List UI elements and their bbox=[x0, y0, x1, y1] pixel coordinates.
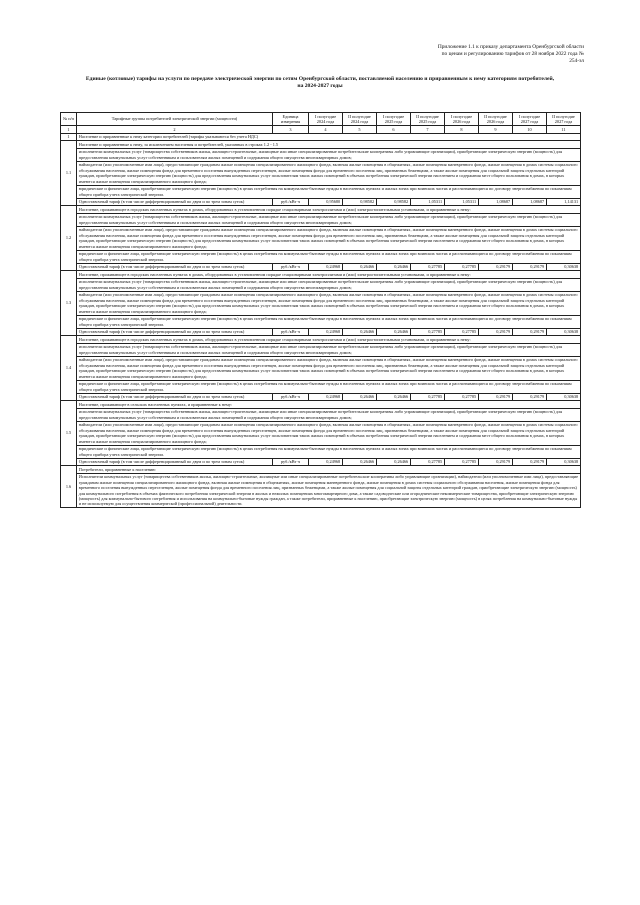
table-row bbox=[61, 141, 581, 149]
rate-value: 0,24968 bbox=[309, 458, 343, 466]
rate-value: 0,98582 bbox=[377, 198, 411, 206]
rate-value: 0,27785 bbox=[411, 458, 445, 466]
header-cell: Тарифные группы потребителей электрической энергии (мощности) bbox=[77, 113, 273, 126]
rate-value: 0,30638 bbox=[547, 458, 581, 466]
row-number: 1.6 bbox=[61, 466, 77, 508]
section-heading: Население, проживающее в сельских населенных пунктах, и приравненные к нему: bbox=[77, 401, 581, 409]
column-number-row bbox=[61, 126, 581, 134]
consumer-description: исполнители коммунальных услуг (товарищества собственников жилья, жилищно-строительные, жилищные или иные специализированные потребительские кооперативы либо управляющие организации), приобретающие электрическую энергию (мощность) для предоставления коммунальных услуг собственникам и пользователям жилых помещений и содержания общего имущества многоквартирных домов; bbox=[77, 408, 581, 421]
consumer-description: наймодатели (или уполномоченные ими лица), предоставляющие гражданам жилые помещения специализированного жилищного фонда, включая жилые помещения в общежитиях, жилые помещения маневренного фонда, жилые помещения в домах системы социального обслуживания населения, жилые помещения фонда для временного поселения вынужденных переселенцев, жилые помещения фонда для временного поселения лиц, признанных беженцами, а также жилые помещения для социальной защиты отдельных категорий граждан, приобретающие электрическую энергию (мощность) для предоставления коммунальных услуг пользователям таких жилых помещений в объемах потребления электрической энергии населением и содержания мест общего пользования в домах, в которых имеются жилые помещения специализированного жилищного фонда; bbox=[77, 421, 581, 445]
section-heading: Население, проживающее в городских населенных пунктах в домах, оборудованных в установленном порядке стационарными электроплитами и (или) электроотопительными установками, и приравненные к нему: bbox=[77, 336, 581, 344]
rate-value: 1,14131 bbox=[547, 198, 581, 206]
row-number: 1.3 bbox=[61, 271, 77, 336]
column-number: 5 bbox=[343, 126, 377, 134]
header-cell: II полугодие 2024 года bbox=[343, 113, 377, 126]
rate-value: 0,29179 bbox=[513, 458, 547, 466]
table-row bbox=[61, 213, 581, 226]
row-number: 1.4 bbox=[61, 336, 77, 401]
rate-value: 0,29179 bbox=[513, 263, 547, 271]
header-cell: I полугодие 2027 года bbox=[513, 113, 547, 126]
appendix-line: Приложение 1.1 к приказу департамента Оренбургской области bbox=[437, 44, 584, 50]
table-row bbox=[61, 315, 581, 328]
header-cell: I полугодие 2026 года bbox=[445, 113, 479, 126]
rate-unit: руб./кВт·ч bbox=[273, 198, 309, 206]
row-number: 1.5 bbox=[61, 401, 77, 466]
rate-value: 0,30638 bbox=[547, 393, 581, 401]
consumer-description: исполнители коммунальных услуг (товарищества собственников жилья, жилищно-строительные, жилищные или иные специализированные потребительские кооперативы либо управляющие организации), приобретающие электрическую энергию (мощность) для предоставления коммунальных услуг собственникам и пользователям жилых помещений и содержания общего имущества многоквартирных домов; bbox=[77, 213, 581, 226]
rate-value: 0,27785 bbox=[445, 393, 479, 401]
consumer-description: юридические и физические лица, приобретающие электрическую энергию (мощность) в целях потребления на коммунально-бытовые нужды в населенных пунктах и жилых зонах при воинских частях и рассчитывающиеся по договору энергоснабжения по показаниям общего прибора учета электрической энергии. bbox=[77, 250, 581, 263]
table-row bbox=[61, 291, 581, 315]
header-cell: II полугодие 2027 года bbox=[547, 113, 581, 126]
table-row bbox=[61, 148, 581, 161]
table-row bbox=[61, 445, 581, 458]
rate-label: Одноставочный тариф (в том числе дифференцированный по двум и по трем зонам суток) bbox=[77, 198, 273, 206]
section-heading: Потребители, приравненные к населению bbox=[77, 466, 581, 474]
table-row bbox=[61, 466, 581, 474]
rate-value: 1,08687 bbox=[513, 198, 547, 206]
rate-row bbox=[61, 263, 581, 271]
rate-value: 0,30638 bbox=[547, 328, 581, 336]
table-row bbox=[61, 473, 581, 508]
table-row bbox=[61, 250, 581, 263]
column-number: 6 bbox=[377, 126, 411, 134]
rate-row bbox=[61, 393, 581, 401]
rate-value: 0,27785 bbox=[445, 263, 479, 271]
rate-value: 0,27785 bbox=[411, 263, 445, 271]
header-cell: I полугодие 2025 года bbox=[377, 113, 411, 126]
rate-value: 0,24968 bbox=[309, 393, 343, 401]
rate-value: 0,26466 bbox=[343, 458, 377, 466]
tariff-table bbox=[60, 112, 581, 508]
table-row bbox=[61, 185, 581, 198]
appendix-line: по ценам и регулированию тарифов от 28 ноября 2022 года № bbox=[441, 51, 584, 58]
consumer-description: исполнители коммунальных услуг (товарищества собственников жилья, жилищно-строительные, жилищные или иные специализированные потребительские кооперативы либо управляющие организации), приобретающие электрическую энергию (мощность) для предоставления коммунальных услуг собственникам и пользователям жилых помещений и содержания общего имущества многоквартирных домов; bbox=[77, 148, 581, 161]
rate-value: 0,95680 bbox=[309, 198, 343, 206]
section-heading: Население и приравненные к нему, за исключением населения и потребителей, указанных в строках 1.2 - 1.5 bbox=[77, 141, 581, 149]
consumer-description: исполнители коммунальных услуг (товарищества собственников жилья, жилищно-строительные, жилищные или иные специализированные потребительские кооперативы либо управляющие организации), приобретающие электрическую энергию (мощность) для предоставления коммунальных услуг собственникам и пользователям жилых помещений и содержания общего имущества многоквартирных домов; bbox=[77, 278, 581, 291]
column-number: 1 bbox=[61, 126, 77, 134]
header-cell: II полугодие 2025 года bbox=[411, 113, 445, 126]
rate-row bbox=[61, 328, 581, 336]
table-row bbox=[61, 336, 581, 344]
table-row bbox=[61, 206, 581, 214]
row-number: 1.1 bbox=[61, 141, 77, 206]
appendix-note bbox=[334, 44, 584, 66]
rate-row bbox=[61, 458, 581, 466]
rate-value: 0,30638 bbox=[547, 263, 581, 271]
rate-value: 1,05311 bbox=[445, 198, 479, 206]
rate-label: Одноставочный тариф (в том числе дифференцированный по двум и по трем зонам суток) bbox=[77, 393, 273, 401]
consumer-description: юридические и физические лица, приобретающие электрическую энергию (мощность) в целях потребления на коммунально-бытовые нужды в населенных пунктах и жилых зонах при воинских частях и рассчитывающиеся по договору энергоснабжения по показаниям общего прибора учета электрической энергии. bbox=[77, 315, 581, 328]
title-line: на 2024-2027 годы bbox=[297, 83, 343, 90]
column-number: 10 bbox=[513, 126, 547, 134]
rate-value: 0,26466 bbox=[343, 328, 377, 336]
table-row bbox=[61, 133, 581, 141]
header-cell: Единица измерения bbox=[273, 113, 309, 126]
consumer-description: наймодатели (или уполномоченные ими лица), предоставляющие гражданам жилые помещения специализированного жилищного фонда, включая жилые помещения в общежитиях, жилые помещения маневренного фонда, жилые помещения в домах системы социального обслуживания населения, жилые помещения фонда для временного поселения вынужденных переселенцев, жилые помещения фонда для временного поселения лиц, признанных беженцами, а также жилые помещения для социальной защиты отдельных категорий граждан, приобретающие электрическую энергию (мощность) для предоставления коммунальных услуг пользователям таких жилых помещений в объемах потребления электрической энергии населением и содержания мест общего пользования в домах, в которых имеются жилые помещения специализированного жилищного фонда; bbox=[77, 226, 581, 250]
table-row bbox=[61, 226, 581, 250]
rate-value: 0,29179 bbox=[479, 393, 513, 401]
rate-label: Одноставочный тариф (в том числе дифференцированный по двум и по трем зонам суток) bbox=[77, 458, 273, 466]
rate-label: Одноставочный тариф (в том числе дифференцированный по двум и по трем зонам суток) bbox=[77, 263, 273, 271]
column-number: 2 bbox=[77, 126, 273, 134]
header-row bbox=[61, 113, 581, 126]
table-row bbox=[61, 408, 581, 421]
table-row bbox=[61, 401, 581, 409]
rate-value: 0,24968 bbox=[309, 263, 343, 271]
section-heading: Население, проживающее в городских населенных пунктах в домах, оборудованных в установленном порядке стационарными электроплитами и (или) электроотопительными установками, и приравненные к нему: bbox=[77, 271, 581, 279]
consumer-description: Исполнители коммунальных услуг (товарищества собственников жилья, жилищно-строительные, жилищные или иные специализированные потребительские кооперативы либо управляющие организации), наймодатели (или уполномоченные ими лица), предоставляющие гражданам жилые помещения специализированного жилищного фонда, включая жилые помещения в общежитиях, жилые помещения маневренного фонда, жилые помещения в домах системы социального обслуживания населения, жилые помещения фонда для временного поселения вынужденных переселенцев, жилые помещения фонда для временного поселения лиц, признанных беженцами, а также жилые помещения для социальной защиты отдельных категорий граждан, приобретающие электрическую энергию (мощность) для коммунального потребления в объемах фактического потребления электрической энергии в жилых и нежилых помещениях многоквартирного дома, а также садоводческие или огороднические некоммерческие товарищества, приобретающие электрическую энергию (мощность) для коммунально-бытового потребления и использования на коммунально-бытовые нужды граждан, а также потребители, приравненные к населению, приобретающие электрическую энергию (мощность) в целях потребления на коммунально-бытовые нужды и не используемую для осуществления коммерческой (профессиональной) деятельности. bbox=[77, 473, 581, 508]
rate-value: 0,29179 bbox=[513, 393, 547, 401]
rate-row bbox=[61, 198, 581, 206]
column-number: 9 bbox=[479, 126, 513, 134]
table-row bbox=[61, 278, 581, 291]
column-number: 11 bbox=[547, 126, 581, 134]
rate-value: 0,27785 bbox=[445, 328, 479, 336]
consumer-description: юридические и физические лица, приобретающие электрическую энергию (мощность) в целях потребления на коммунально-бытовые нужды в населенных пунктах и жилых зонах при воинских частях и рассчитывающиеся по договору энергоснабжения по показаниям общего прибора учета электрической энергии. bbox=[77, 185, 581, 198]
rate-value: 0,24968 bbox=[309, 328, 343, 336]
rate-unit: руб./кВт·ч bbox=[273, 458, 309, 466]
section-heading: Население, проживающее в городских населенных пунктах в домах, оборудованных в установленном порядке стационарными электроплитами и (или) электроотопительными установками, и приравненные к нему: bbox=[77, 206, 581, 214]
rate-value: 0,26466 bbox=[377, 263, 411, 271]
table-row bbox=[61, 356, 581, 380]
consumer-description: исполнители коммунальных услуг (товарищества собственников жилья, жилищно-строительные, жилищные или иные специализированные потребительские кооперативы либо управляющие организации), приобретающие электрическую энергию (мощность) для предоставления коммунальных услуг собственникам и пользователям жилых помещений и содержания общего имущества многоквартирных домов; bbox=[77, 343, 581, 356]
rate-value: 0,27785 bbox=[411, 393, 445, 401]
rate-value: 0,27785 bbox=[411, 328, 445, 336]
table-row bbox=[61, 161, 581, 185]
rate-value: 0,26466 bbox=[377, 458, 411, 466]
rate-value: 1,05311 bbox=[411, 198, 445, 206]
rate-value: 0,26466 bbox=[343, 393, 377, 401]
header-cell: I полугодие 2024 года bbox=[309, 113, 343, 126]
document-title bbox=[70, 76, 570, 90]
rate-value: 0,26466 bbox=[377, 328, 411, 336]
column-number: 7 bbox=[411, 126, 445, 134]
rate-value: 0,29179 bbox=[513, 328, 547, 336]
rate-unit: руб./кВт·ч bbox=[273, 263, 309, 271]
row-number: 1.2 bbox=[61, 206, 77, 271]
table-row bbox=[61, 343, 581, 356]
rate-value: 0,26466 bbox=[377, 393, 411, 401]
rate-value: 0,26466 bbox=[343, 263, 377, 271]
group-title: Население и приравненные к нему категории потребителей (тарифы указываются без учета НДС) bbox=[77, 133, 581, 141]
consumer-description: юридические и физические лица, приобретающие электрическую энергию (мощность) в целях потребления на коммунально-бытовые нужды в населенных пунктах и жилых зонах при воинских частях и рассчитывающиеся по договору энергоснабжения по показаниям общего прибора учета электрической энергии. bbox=[77, 380, 581, 393]
table-row bbox=[61, 421, 581, 445]
consumer-description: наймодатели (или уполномоченные ими лица), предоставляющие гражданам жилые помещения специализированного жилищного фонда, включая жилые помещения в общежитиях, жилые помещения маневренного фонда, жилые помещения в домах системы социального обслуживания населения, жилые помещения фонда для временного поселения вынужденных переселенцев, жилые помещения фонда для временного поселения лиц, признанных беженцами, а также жилые помещения для социальной защиты отдельных категорий граждан, приобретающие электрическую энергию (мощность) для предоставления коммунальных услуг пользователям таких жилых помещений в объемах потребления электрической энергии населением и содержания мест общего пользования в домах, в которых имеются жилые помещения специализированного жилищного фонда; bbox=[77, 291, 581, 315]
column-number: 3 bbox=[273, 126, 309, 134]
consumer-description: наймодатели (или уполномоченные ими лица), предоставляющие гражданам жилые помещения специализированного жилищного фонда, включая жилые помещения в общежитиях, жилые помещения маневренного фонда, жилые помещения в домах системы социального обслуживания населения, жилые помещения фонда для временного поселения вынужденных переселенцев, жилые помещения фонда для временного поселения лиц, признанных беженцами, а также жилые помещения для социальной защиты отдельных категорий граждан, приобретающие электрическую энергию (мощность) для предоставления коммунальных услуг пользователям таких жилых помещений в объемах потребления электрической энергии населением и содержания мест общего пользования в домах, в которых имеются жилые помещения специализированного жилищного фонда; bbox=[77, 161, 581, 185]
rate-value: 0,29179 bbox=[479, 458, 513, 466]
consumer-description: наймодатели (или уполномоченные ими лица), предоставляющие гражданам жилые помещения специализированного жилищного фонда, включая жилые помещения в общежитиях, жилые помещения маневренного фонда, жилые помещения в домах системы социального обслуживания населения, жилые помещения фонда для временного поселения вынужденных переселенцев, жилые помещения фонда для временного поселения лиц, признанных беженцами, а также жилые помещения для социальной защиты отдельных категорий граждан, приобретающие электрическую энергию (мощность) для предоставления коммунальных услуг пользователям таких жилых помещений в объемах потребления электрической энергии населением и содержания мест общего пользования в домах, в которых имеются жилые помещения специализированного жилищного фонда; bbox=[77, 356, 581, 380]
rate-value: 1,08687 bbox=[479, 198, 513, 206]
appendix-line: 254-эл bbox=[569, 58, 584, 65]
rate-value: 0,29179 bbox=[479, 328, 513, 336]
header-cell: № п/п bbox=[61, 113, 77, 126]
title-line: Единые (котловые) тарифы на услуги по передаче электрической энергии по сетям Оренбургской области, поставляемой населению и приравненным к нему категориям потребителей, bbox=[85, 76, 555, 82]
column-number: 4 bbox=[309, 126, 343, 134]
table-row bbox=[61, 271, 581, 279]
table-row bbox=[61, 380, 581, 393]
rate-unit: руб./кВт·ч bbox=[273, 328, 309, 336]
rate-unit: руб./кВт·ч bbox=[273, 393, 309, 401]
column-number: 8 bbox=[445, 126, 479, 134]
rate-value: 0,29179 bbox=[479, 263, 513, 271]
consumer-description: юридические и физические лица, приобретающие электрическую энергию (мощность) в целях потребления на коммунально-бытовые нужды в населенных пунктах и жилых зонах при воинских частях и рассчитывающиеся по договору энергоснабжения по показаниям общего прибора учета электрической энергии. bbox=[77, 445, 581, 458]
rate-label: Одноставочный тариф (в том числе дифференцированный по двум и по трем зонам суток) bbox=[77, 328, 273, 336]
row-number: 1 bbox=[61, 133, 77, 141]
rate-value: 0,27785 bbox=[445, 458, 479, 466]
header-cell: II полугодие 2026 года bbox=[479, 113, 513, 126]
rate-value: 0,98582 bbox=[343, 198, 377, 206]
